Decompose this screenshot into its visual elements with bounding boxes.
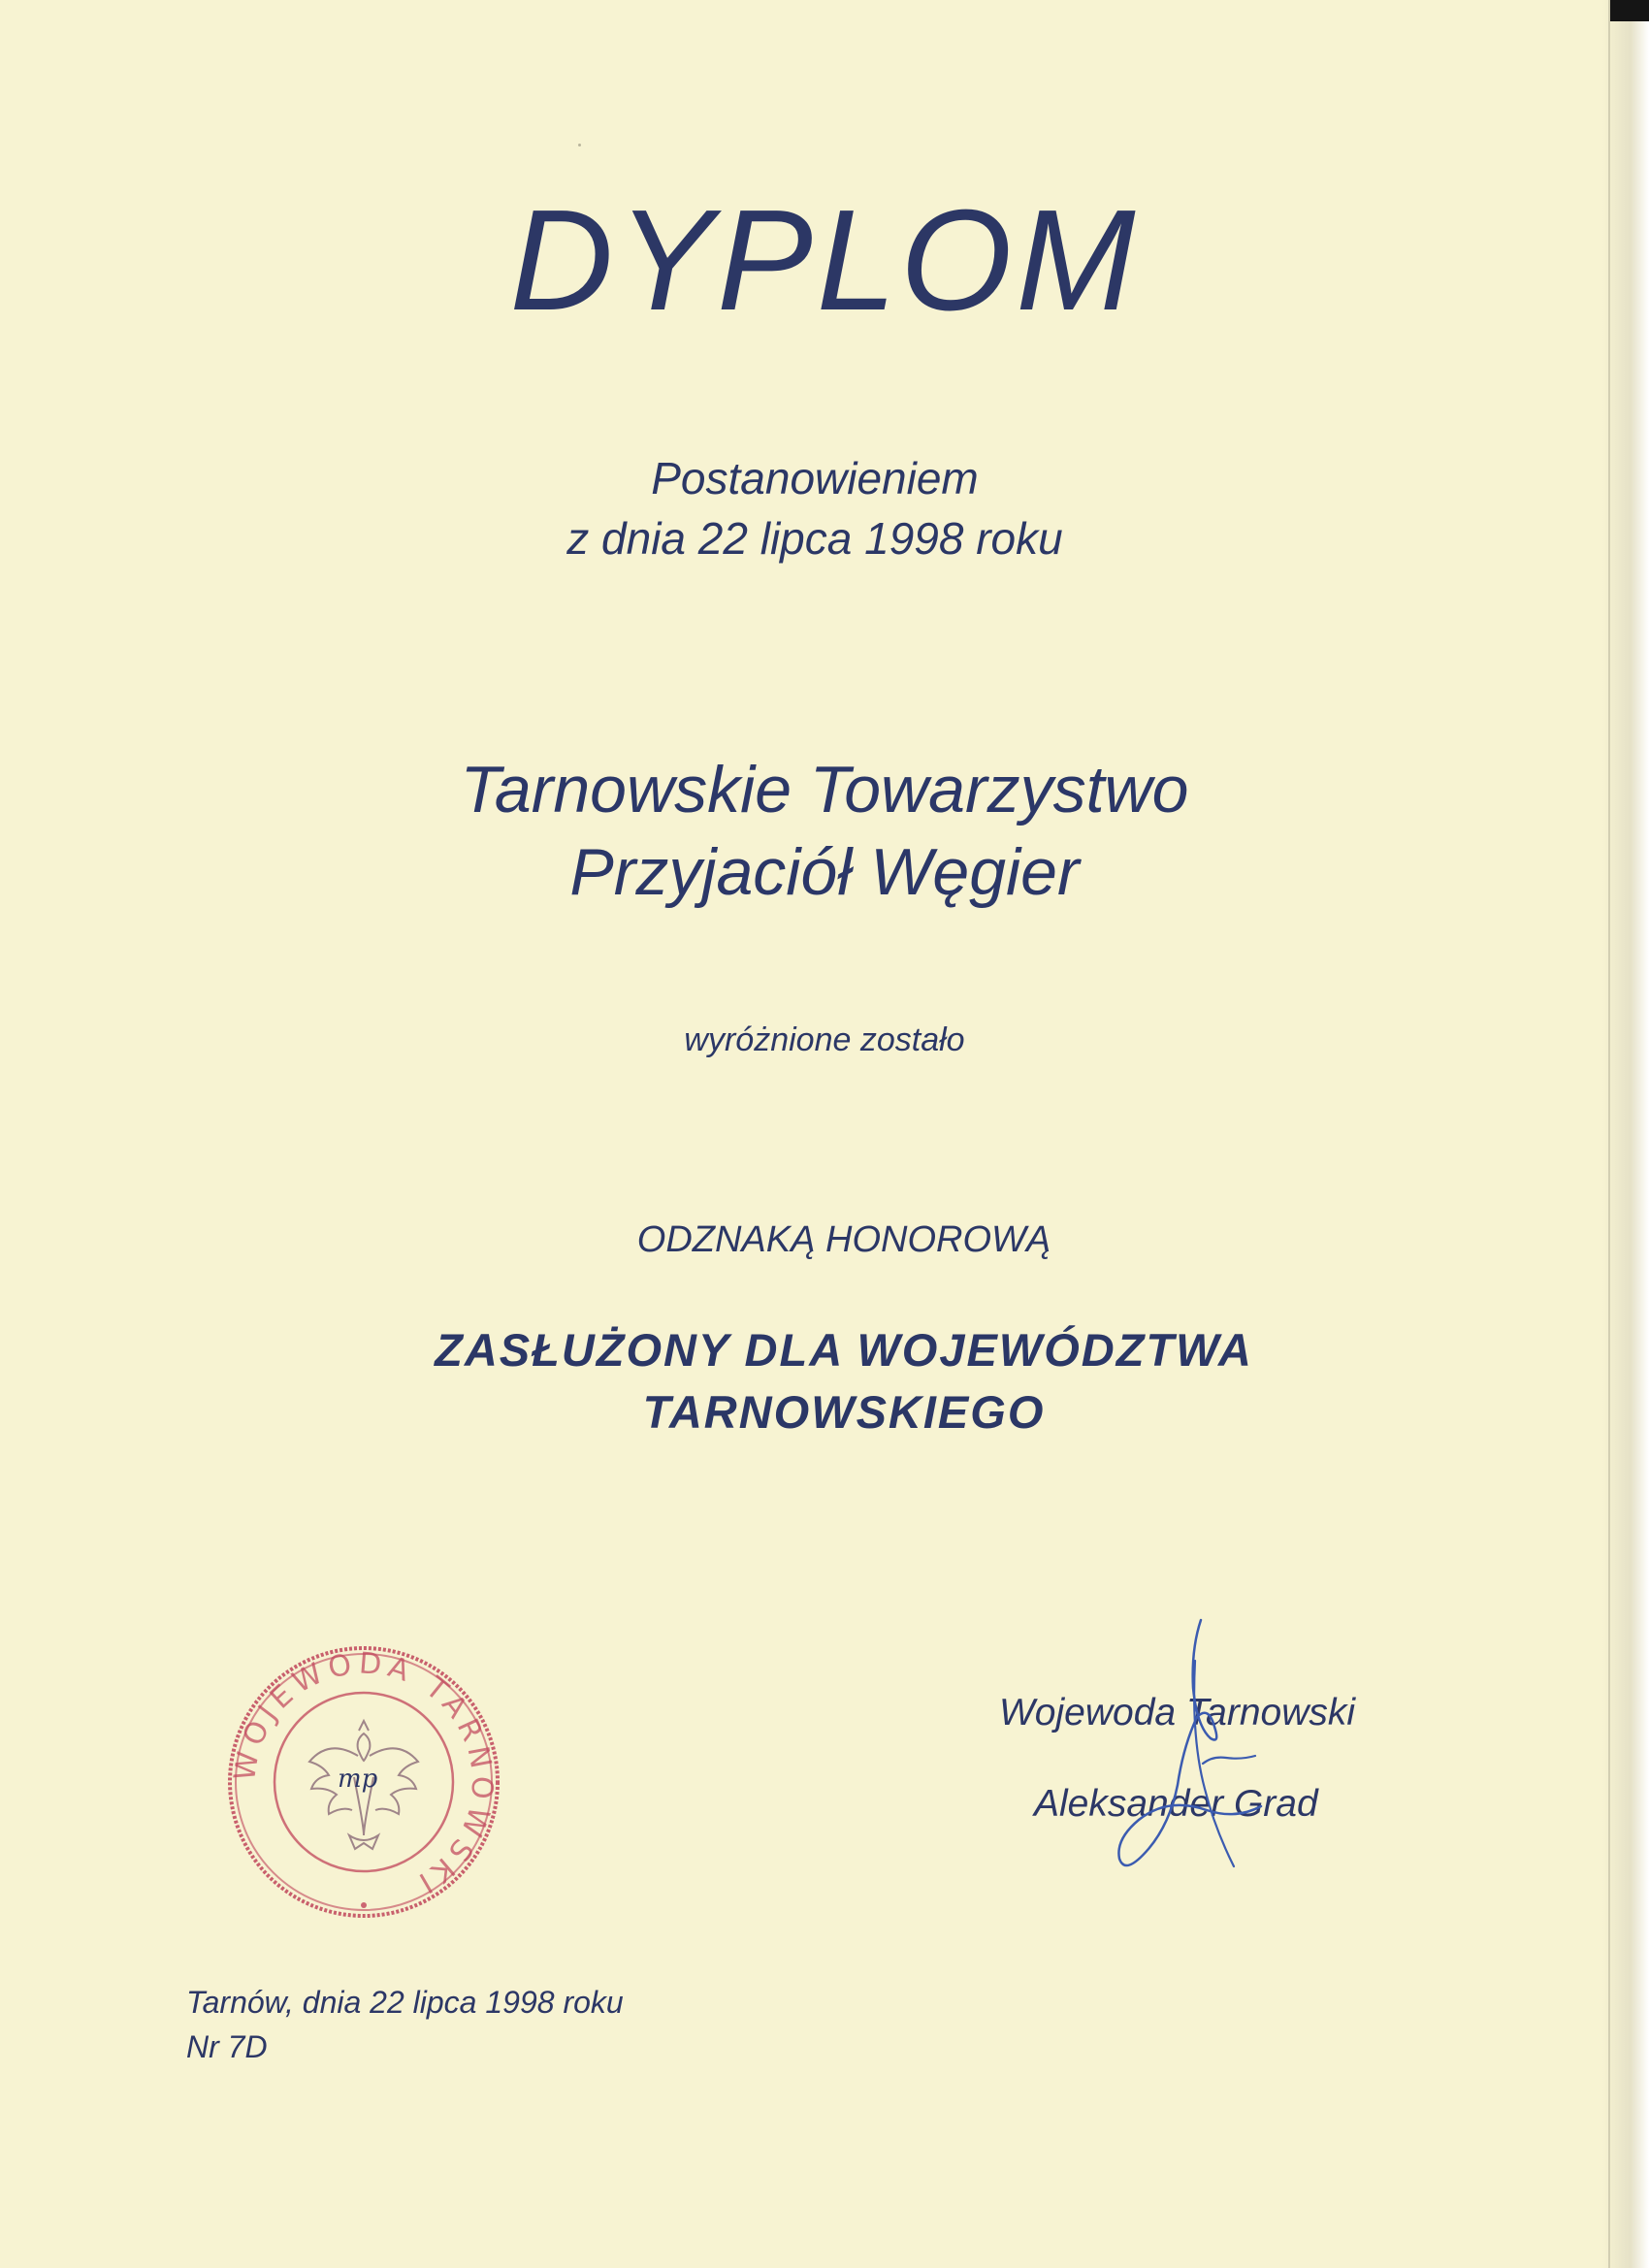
scan-edge-shadow [1602,0,1649,2268]
official-seal [223,1641,504,1923]
recipient-line-1: Tarnowskie Towarzystwo [460,753,1189,826]
seal-text: WOJEWODA TARNOWSKI [227,1646,500,1902]
distinguished-text: wyróżnione zostało [684,1021,965,1058]
badge-text: ODZNAKĄ HONOROWĄ [636,1219,1051,1260]
signatory-name: Aleksander Grad [1034,1783,1318,1825]
document-number: Nr 7D [186,2029,268,2064]
diploma-title: DYPLOM [509,180,1140,340]
signatory-office: Wojewoda Tarnowski [999,1692,1356,1733]
decision-line-2: z dnia 22 lipca 1998 roku [566,513,1063,564]
award-line-1: ZASŁUŻONY DLA WOJEWÓDZTWA [435,1324,1253,1376]
seal-mark: mp [338,1765,378,1794]
decision-text [0,448,1639,568]
award-title [19,1319,1649,1443]
paper-speck [578,144,581,146]
recipient-line-2: Przyjaciół Węgier [569,835,1080,909]
decision-line-1: Postanowieniem [651,453,979,503]
scan-corner [1610,0,1649,21]
recipient-name [0,749,1649,914]
handwritten-signature [1057,1601,1300,1940]
place-and-date: Tarnów, dnia 22 lipca 1998 roku [186,1985,624,2020]
award-line-2: TARNOWSKIEGO [642,1386,1046,1438]
